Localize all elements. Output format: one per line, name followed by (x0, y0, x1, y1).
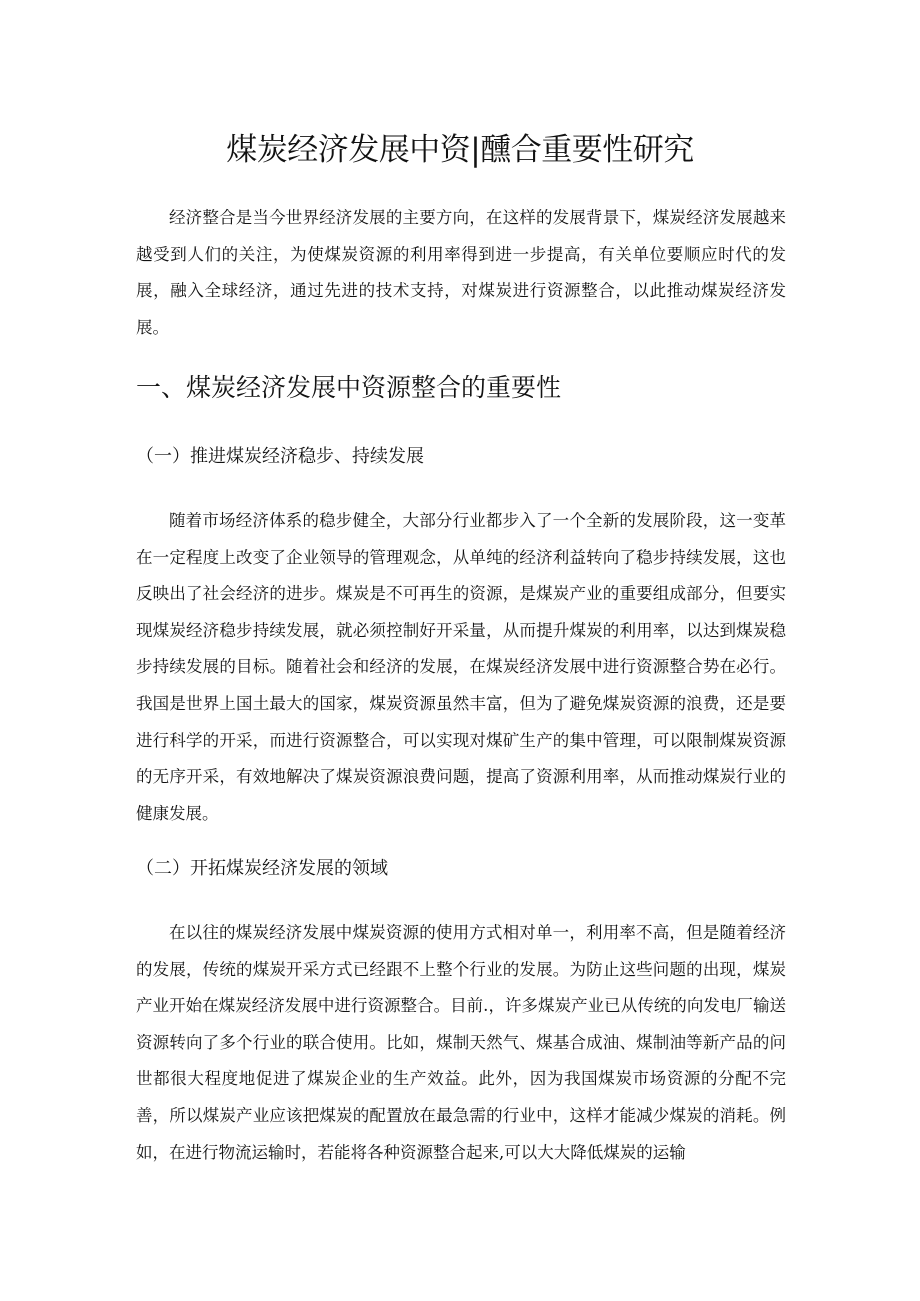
subsection-2-paragraph: 在以往的煤炭经济发展中煤炭资源的使用方式相对单一，利用率不高，但是随着经济的发展，传统的煤炭开采方式已经跟不上整个行业的发展。为防止这些问题的出现，煤炭产业开始在煤炭经济发展中进行资源整合。目前.，许多煤炭产业已从传统的向发电厂输送资源转向了多个行业的联合使用。比如，煤制天然气、煤基合成油、煤制油等新产品的问世都很大程度地促进了煤炭企业的生产效益。此外，因为我国煤炭市场资源的分配不完善，所以煤炭产业应该把煤炭的配置放在最急需的行业中，这样才能减少煤炭的消耗。例如，在进行物流运输时，若能将各种资源整合起来,可以大大降低煤炭的运输 (136, 923, 786, 1162)
intro-paragraph: 经济整合是当今世界经济发展的主要方向，在这样的发展背景下，煤炭经济发展越来越受到人们的关注，为使煤炭资源的利用率得到进一步提高，有关单位要顺应时代的发展，融入全球经济，通过先进的技术支持，对煤炭进行资源整合，以此推动煤炭经济发展。 (136, 208, 786, 337)
subsection-1-paragraph: 随着市场经济体系的稳步健全，大部分行业都步入了一个全新的发展阶段，这一变革在一定程度上改变了企业领导的管理观念，从单纯的经济利益转向了稳步持续发展，这也反映出了社会经济的进步。煤炭是不可再生的资源，是煤炭产业的重要组成部分，但要实现煤炭经济稳步持续发展，就必须控制好开采量，从而提升煤炭的利用率，以达到煤炭稳步持续发展的目标。随着社会和经济的发展，在煤炭经济发展中进行资源整合势在必行。我国是世界上国土最大的国家，煤炭资源虽然丰富，但为了避免煤炭资源的浪费，还是要进行科学的开采，而进行资源整合，可以实现对煤矿生产的集中管理，可以限制煤炭资源的无序开采，有效地解决了煤炭资源浪费问题，提高了资源利用率，从而推动煤炭行业的健康发展。 (136, 511, 786, 823)
section-heading-1: 一、煤炭经济发展中资源整合的重要性 (136, 373, 562, 402)
subsection-heading-2: （二）开拓煤炭经济发展的领域 (136, 858, 388, 879)
subsection-heading-1: （一）推进煤炭经济稳步、持续发展 (136, 446, 424, 467)
document-title: 煤炭经济发展中资|醺合重要性研究 (226, 132, 694, 168)
